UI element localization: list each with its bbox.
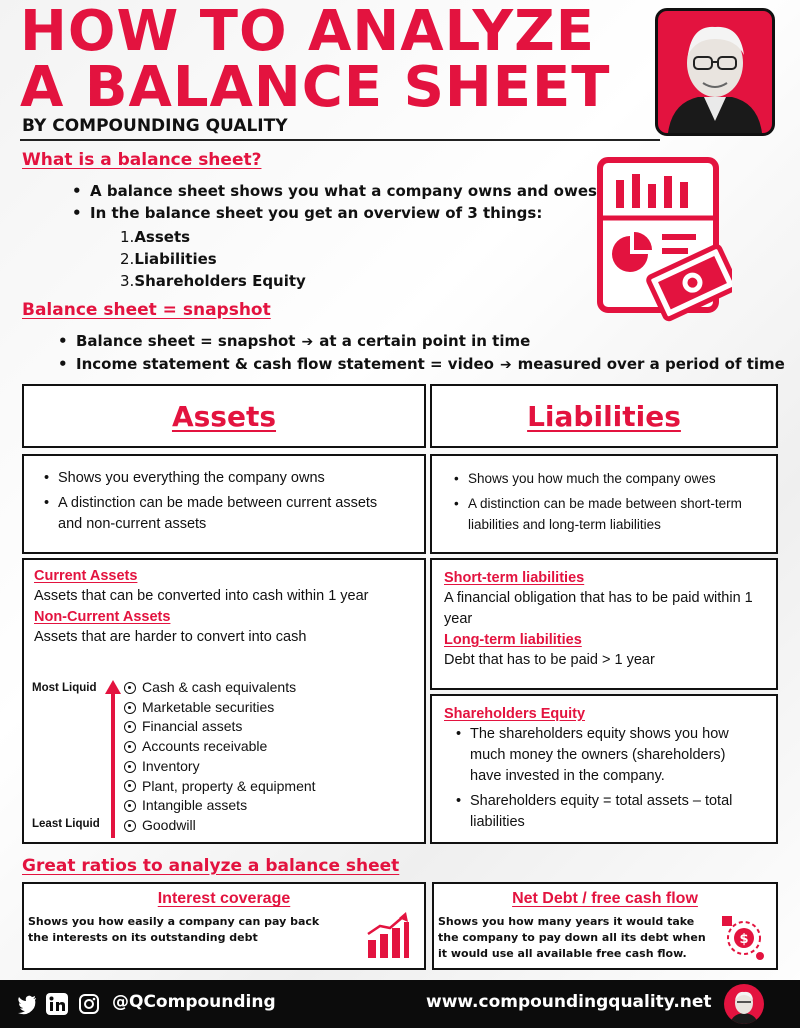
radio-dot-icon <box>124 820 136 832</box>
interest-coverage-box <box>22 882 426 970</box>
list-item: • Income statement & cash flow statement = video ➔ measured over a period of time <box>58 353 785 376</box>
list-item: • The shareholders equity shows you how much money the owners (shareholders) have invested in the company. <box>456 724 760 787</box>
most-liquid-label: Most Liquid <box>32 682 97 694</box>
list-item: Financial assets <box>124 717 316 737</box>
page-title <box>20 0 640 120</box>
noncurrent-assets-heading: Non-Current Assets <box>34 609 171 625</box>
list-item: Intangible assets <box>124 796 316 816</box>
author-portrait <box>655 8 775 136</box>
equity-heading: Shareholders Equity <box>444 706 586 722</box>
long-term-heading: Long-term liabilities <box>444 632 582 648</box>
net-debt-text: Shows you how many years it would take the company to pay down all its debt when it would use all available free cash flow. <box>438 915 706 960</box>
intro-numbered-list <box>120 226 306 292</box>
list-item: Cash & cash equivalents <box>124 678 316 698</box>
list-item: Accounts receivable <box>124 737 316 757</box>
liquidity-arrow <box>104 680 122 840</box>
liabilities-summary-box <box>430 454 778 554</box>
assets-detail-box <box>22 558 426 844</box>
radio-dot-icon <box>124 780 136 792</box>
list-item: 3.Shareholders Equity <box>120 272 306 290</box>
liquidity-list <box>124 678 316 836</box>
title-line-2: A BALANCE SHEET <box>20 55 611 120</box>
equity-box <box>430 694 778 844</box>
current-assets-heading: Current Assets <box>34 568 138 584</box>
footer <box>0 980 800 1028</box>
liabilities-detail-box <box>430 558 778 690</box>
byline: BY COMPOUNDING QUALITY <box>22 116 288 136</box>
assets-header-box <box>22 384 426 448</box>
linkedin-icon[interactable] <box>46 993 68 1015</box>
svg-text:$: $ <box>739 932 749 947</box>
least-liquid-label: Least Liquid <box>32 818 100 830</box>
list-item: Inventory <box>124 757 316 777</box>
liabilities-header-box <box>430 384 778 448</box>
ratios-heading: Great ratios to analyze a balance sheet <box>22 856 400 876</box>
intro-bullets <box>72 180 597 224</box>
noncurrent-assets-text: Assets that are harder to convert into cash <box>34 629 307 645</box>
net-debt-title: Net Debt / free cash flow <box>512 890 698 907</box>
report-chart-icon <box>592 156 732 331</box>
list-item: • In the balance sheet you get an overview of 3 things: <box>72 202 597 224</box>
liabilities-heading: Liabilities <box>527 400 681 433</box>
list-item: • Shows you everything the company owns <box>44 468 404 489</box>
snapshot-heading: Balance sheet = snapshot <box>22 300 271 320</box>
social-handle[interactable]: @QCompounding <box>112 992 276 1012</box>
radio-dot-icon <box>124 721 136 733</box>
list-item: Plant, property & equipment <box>124 777 316 797</box>
short-term-heading: Short-term liabilities <box>444 570 585 586</box>
list-item: • Shareholders equity = total assets – total liabilities <box>456 791 760 833</box>
radio-dot-icon <box>124 702 136 714</box>
radio-dot-icon <box>124 741 136 753</box>
list-item: 2.Liabilities <box>120 250 217 268</box>
radio-dot-icon <box>124 761 136 773</box>
interest-coverage-title: Interest coverage <box>157 890 291 907</box>
radio-dot-icon <box>124 800 136 812</box>
dollar-gear-icon <box>720 914 770 964</box>
list-item: 1.Assets <box>120 228 191 246</box>
twitter-icon[interactable] <box>16 993 38 1015</box>
title-line-1: HOW TO ANALYZE <box>20 0 595 64</box>
list-item: • Balance sheet = snapshot ➔ at a certain point in time <box>58 330 785 353</box>
assets-summary-box <box>22 454 426 554</box>
avatar <box>724 984 764 1024</box>
list-item: • A distinction can be made between current assets and non-current assets <box>44 493 404 535</box>
list-item: Goodwill <box>124 816 316 836</box>
website-link[interactable]: www.compoundingquality.net <box>426 992 712 1012</box>
net-debt-box <box>432 882 778 970</box>
radio-dot-icon <box>124 682 136 694</box>
growth-chart-icon <box>366 912 410 960</box>
assets-heading: Assets <box>171 400 277 433</box>
interest-coverage-text: Shows you how easily a company can pay back the interests on its outstanding debt <box>28 915 320 944</box>
snapshot-bullets <box>58 330 785 376</box>
current-assets-text: Assets that can be converted into cash within 1 year <box>34 588 369 604</box>
arrow-right-icon: ➔ <box>301 334 314 350</box>
instagram-icon[interactable] <box>78 993 100 1015</box>
list-item: • A balance sheet shows you what a company owns and owes <box>72 180 597 202</box>
short-term-text: A financial obligation that has to be paid within 1 year <box>444 590 753 627</box>
arrow-right-icon: ➔ <box>499 357 512 373</box>
long-term-text: Debt that has to be paid > 1 year <box>444 652 655 668</box>
header-divider <box>20 139 660 141</box>
intro-heading: What is a balance sheet? <box>22 150 262 170</box>
list-item: • Shows you how much the company owes <box>454 468 760 489</box>
list-item: Marketable securities <box>124 698 316 718</box>
list-item: • A distinction can be made between short-term liabilities and long-term liabilities <box>454 493 760 535</box>
